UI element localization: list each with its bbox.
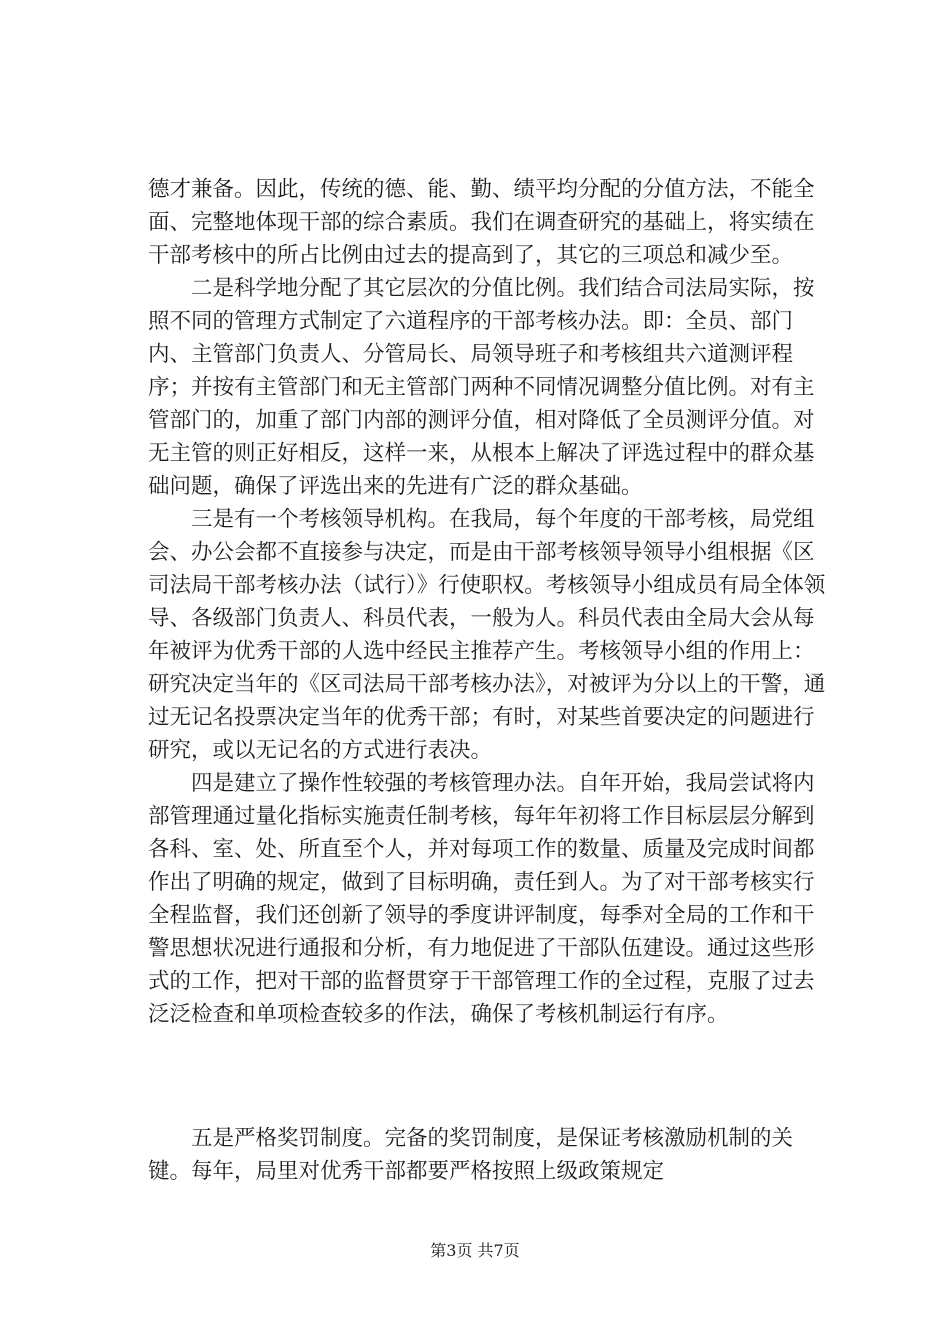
paragraph-continuation: 德才兼备。因此，传统的德、能、勤、绩平均分配的分值方法，不能全面、完整地体现干部的综合素质。我们在调查研究的基础上，将实绩在干部考核中的所占比例由过去的提高到了，其它的三项总和减少至。 — [148, 177, 815, 268]
paragraph-point-four: 四是建立了操作性较强的考核管理办法。自年开始，我局尝试将内部管理通过量化指标实施责任制考核，每年年初将工作目标层层分解到各科、室、处、所直至个人，并对每项工作的数量、质量及完成时间都作出了明确的规定，做到了目标明确，责任到人。为了对干部考核实行全程监督，我们还创新了领导的季度讲评制度，每季对全局的工作和干警思想状况进行通报和分析，有力地促进了干部队伍建设。通过这些形式的工作，把对干部的监督贯穿于干部管理工作的全过程，克服了过去泛泛检查和单项检查较多的作法，确保了考核机制运行有序。 — [148, 771, 815, 1027]
paragraph-point-two: 二是科学地分配了其它层次的分值比例。我们结合司法局实际，按照不同的管理方式制定了六道程序的干部考核办法。即：全员、部门内、主管部门负责人、分管局长、局领导班子和考核组共六道测评程序；并按有主管部门和无主管部门两种不同情况调整分值比例。对有主管部门的，加重了部门内部的测评分值，相对降低了全员测评分值。对无主管的则正好相反，这样一来，从根本上解决了评选过程中的群众基础问题，确保了评选出来的先进有广泛的群众基础。 — [148, 276, 815, 499]
paragraph-point-five: 五是严格奖罚制度。完备的奖罚制度，是保证考核激励机制的关键。每年，局里对优秀干部都要严格按照上级政策规定 — [148, 1126, 794, 1184]
body-text-block — [148, 173, 830, 1031]
page-footer: 第3页 共7页 — [430, 1241, 520, 1260]
paragraph-point-three: 三是有一个考核领导机构。在我局，每个年度的干部考核，局党组会、办公会都不直接参与决定，而是由干部考核领导领导小组根据《区司法局干部考核办法（试行）》行使职权。考核领导小组成员有局全体领导、各级部门负责人、科员代表，一般为人。科员代表由全局大会从每年被评为优秀干部的人选中经民主推荐产生。考核领导小组的作用上：研究决定当年的《区司法局干部考核办法》，对被评为分以上的干警，通过无记名投票决定当年的优秀干部；有时，对某些首要决定的问题进行研究，或以无记名的方式进行表决。 — [148, 507, 826, 763]
body-text-block-lower — [148, 1122, 830, 1188]
